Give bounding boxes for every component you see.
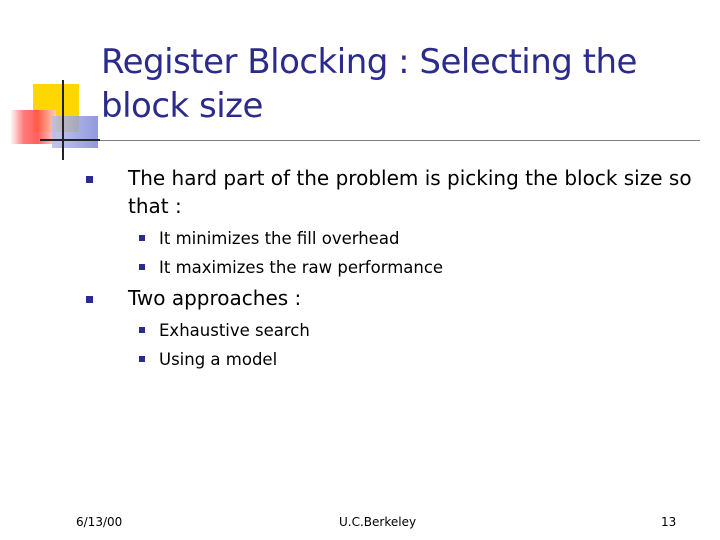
bullet-text: The hard part of the problem is picking the block size so that :: [128, 166, 692, 218]
logo-blue-square: [52, 116, 98, 148]
title-underline: [40, 140, 700, 141]
sub-bullet-marker: [139, 327, 145, 333]
sub-bullet-text: Using a model: [159, 350, 278, 369]
bullet-marker: [86, 176, 93, 183]
bullet-text: Two approaches :: [128, 286, 302, 310]
footer-date: 6/13/00: [76, 515, 123, 529]
sub-bullet-text: It maximizes the raw performance: [159, 258, 444, 277]
sub-bullet-text: It minimizes the fill overhead: [159, 229, 400, 248]
footer-center: U.C.Berkeley: [339, 515, 417, 529]
sub-bullet-marker: [139, 235, 145, 241]
logo-vertical-line: [62, 80, 64, 160]
bullet-marker: [86, 296, 93, 303]
logo-horizontal-line: [40, 139, 100, 141]
sub-bullet-marker: [139, 356, 145, 362]
sub-bullet-text: Exhaustive search: [159, 321, 310, 340]
footer-page-number: 13: [661, 515, 677, 529]
slide-title: Register Blocking : Selecting the block size: [101, 42, 637, 126]
sub-bullet-marker: [139, 264, 145, 270]
